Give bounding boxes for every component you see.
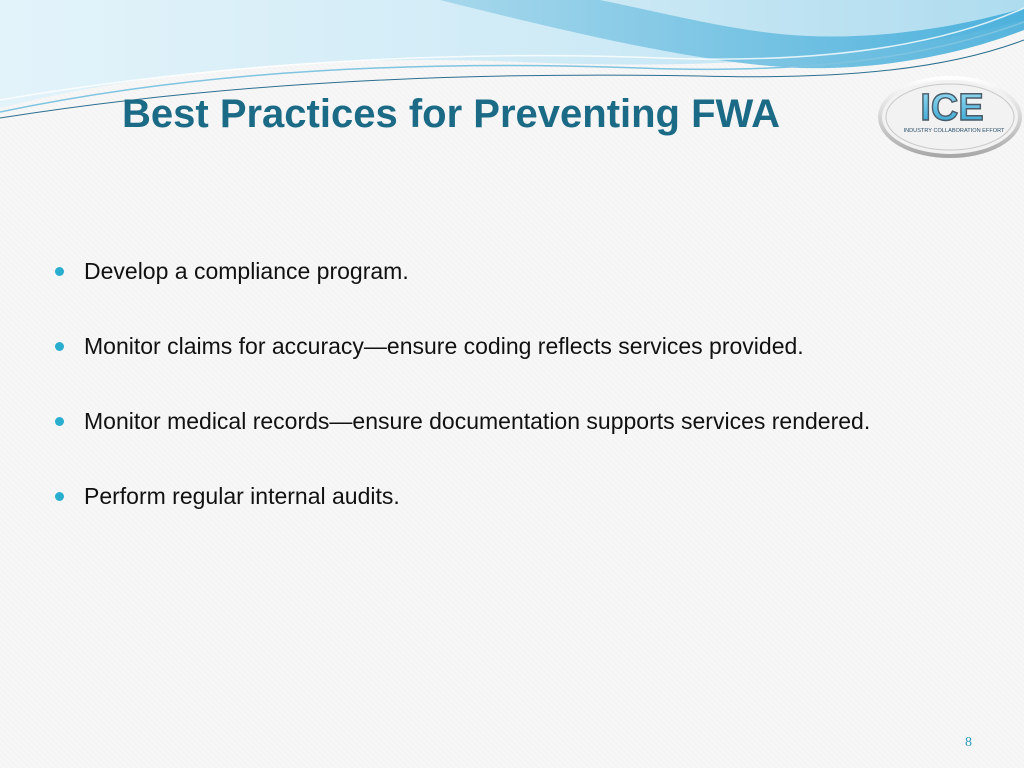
bullet-dot-icon bbox=[55, 342, 64, 351]
page-number: 8 bbox=[965, 735, 972, 750]
bullet-item bbox=[84, 481, 944, 512]
bullet-text: Monitor claims for accuracy—ensure coding reflects services provided. bbox=[84, 333, 804, 359]
bullet-dot-icon bbox=[55, 492, 64, 501]
slide-title: Best Practices for Preventing FWA bbox=[122, 92, 780, 136]
bullet-text: Perform regular internal audits. bbox=[84, 483, 400, 509]
bullet-text: Develop a compliance program. bbox=[84, 258, 409, 284]
bullet-dot-icon bbox=[55, 417, 64, 426]
bullet-item bbox=[84, 331, 944, 362]
bullet-dot-icon bbox=[55, 267, 64, 276]
bullet-text: Monitor medical records—ensure documentation supports services rendered. bbox=[84, 408, 871, 434]
bullet-list bbox=[84, 256, 944, 556]
ice-logo-letters: ICE bbox=[920, 87, 984, 129]
ice-logo bbox=[878, 76, 1022, 158]
bullet-item bbox=[84, 256, 944, 287]
ice-logo-subtext: INDUSTRY COLLABORATION EFFORT bbox=[903, 128, 1005, 134]
bullet-item bbox=[84, 406, 944, 437]
